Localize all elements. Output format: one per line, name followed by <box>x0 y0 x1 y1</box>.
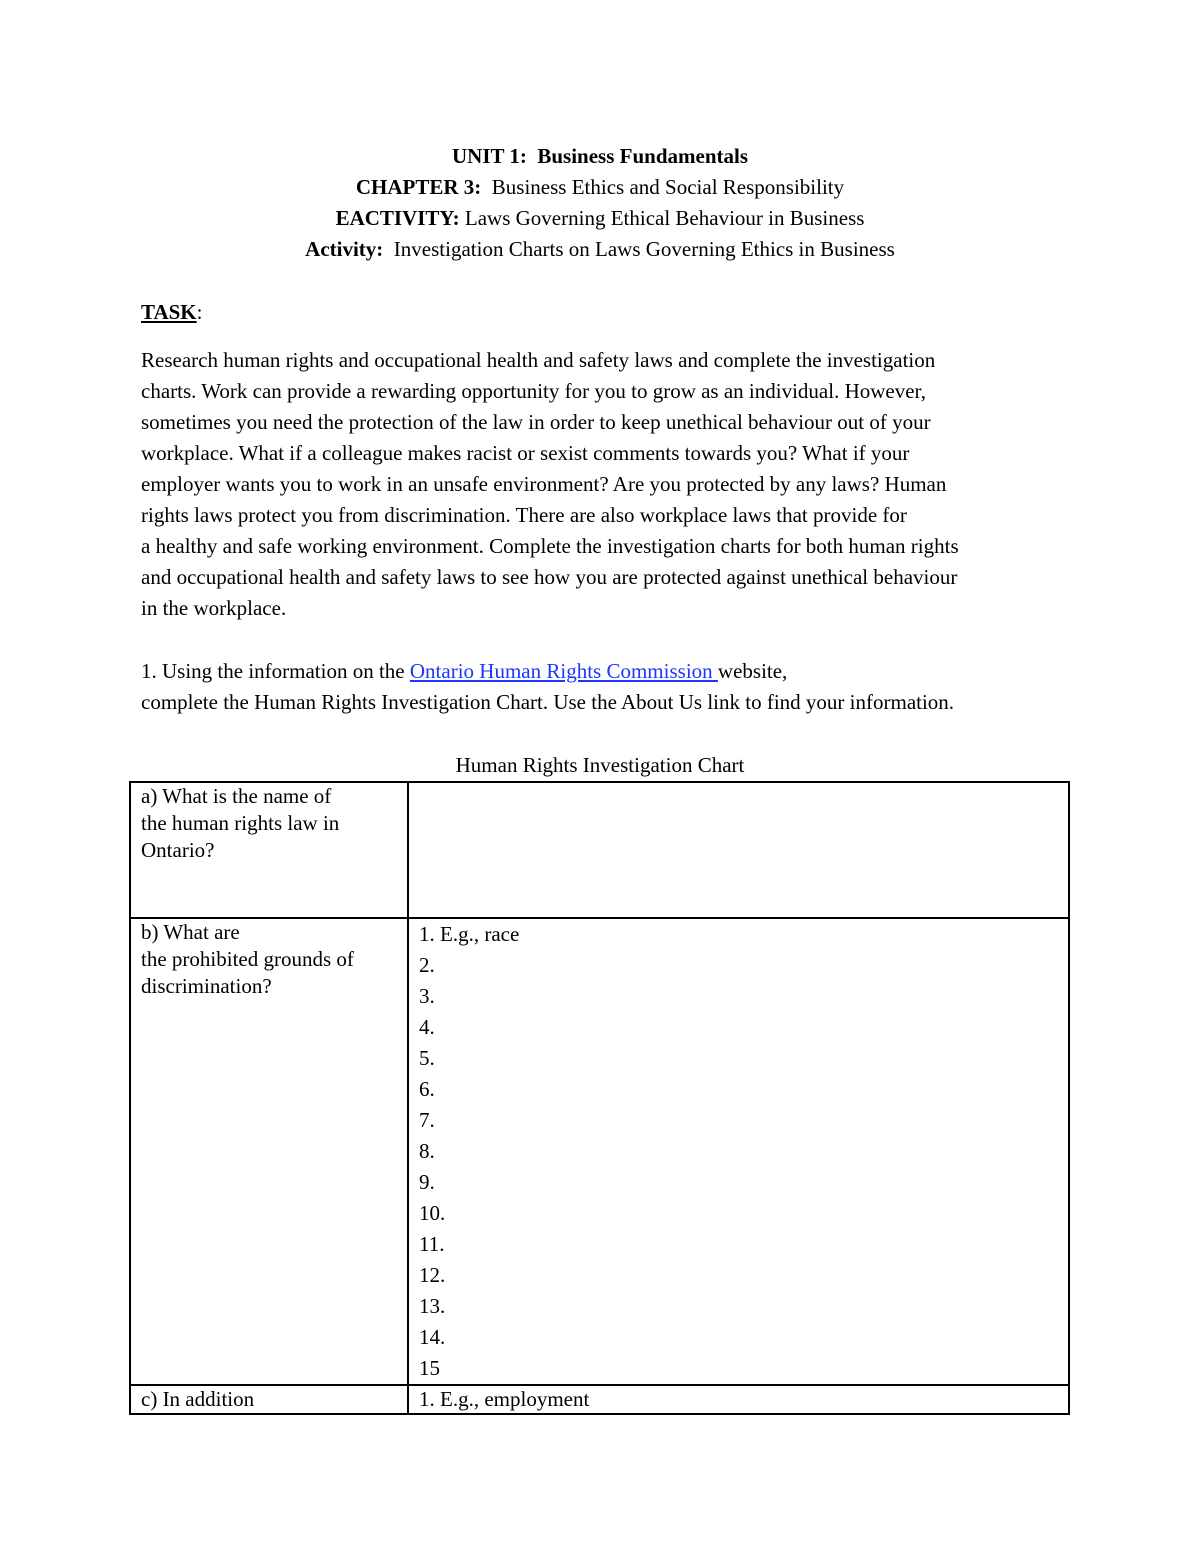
chapter-label: CHAPTER 3: <box>355 175 482 199</box>
answer-cell-b[interactable] <box>408 918 1069 1385</box>
list-item: 5. <box>419 1046 435 1070</box>
paragraph-line: workplace. What if a colleague makes racist or sexist comments towards you? What if your <box>141 441 910 465</box>
list-item: 2. <box>419 953 435 977</box>
activity-line <box>0 234 1200 265</box>
human-rights-investigation-chart <box>129 781 1070 1415</box>
list-item: 8. <box>419 1139 435 1163</box>
paragraph-line: charts. Work can provide a rewarding opportunity for you to grow as an individual. However, <box>141 379 926 403</box>
instruction-prefix: 1. Using the information on the <box>141 659 410 683</box>
question-line: a) What is the name of <box>141 784 332 808</box>
paragraph-line: Research human rights and occupational health and safety laws and complete the investigation <box>141 348 936 372</box>
list-item: 13. <box>419 1294 446 1318</box>
list-item: 7. <box>419 1108 435 1132</box>
eactivity-title: Laws Governing Ethical Behaviour in Business <box>464 206 865 230</box>
chapter-title: Business Ethics and Social Responsibility <box>491 175 845 199</box>
list-item: 12. <box>419 1263 446 1287</box>
answer-cell-a[interactable] <box>408 782 1069 918</box>
paragraph-line: and occupational health and safety laws to see how you are protected against unethical behaviour <box>141 565 958 589</box>
question-line: the prohibited grounds of <box>141 947 354 971</box>
task-paragraph <box>141 345 1071 624</box>
question-line: b) What are <box>141 920 240 944</box>
unit-label: UNIT 1: <box>451 144 527 168</box>
instruction-line-1 <box>141 656 1081 687</box>
ohrc-website-link[interactable]: Ontario Human Rights Commission <box>409 659 718 683</box>
eactivity-line <box>0 203 1200 234</box>
list-item: 1. E.g., race <box>419 922 520 946</box>
question-cell-a <box>130 782 408 918</box>
paragraph-line: employer wants you to work in an unsafe environment? Are you protected by any laws? Human <box>141 472 947 496</box>
answer-cell-c[interactable]: 1. E.g., employment <box>408 1385 1069 1414</box>
chart-title: Human Rights Investigation Chart <box>455 753 745 777</box>
table-row <box>130 782 1069 918</box>
question-cell-b <box>130 918 408 1385</box>
instruction-line-2: complete the Human Rights Investigation Chart. Use the About Us link to find your information. <box>141 690 955 714</box>
activity-label: Activity: <box>305 237 384 261</box>
list-item: 4. <box>419 1015 435 1039</box>
document-header <box>0 141 1200 265</box>
paragraph-line: a healthy and safe working environment. Complete the investigation charts for both human rights <box>141 534 959 558</box>
task-heading <box>141 297 202 328</box>
instruction-suffix: website, <box>717 659 788 683</box>
unit-title: Business Fundamentals <box>537 144 749 168</box>
question-line: discrimination? <box>141 974 272 998</box>
list-item: 3. <box>419 984 435 1008</box>
paragraph-line: rights laws protect you from discrimination. There are also workplace laws that provide for <box>141 503 907 527</box>
table-row <box>130 1385 1069 1414</box>
instruction-block <box>141 656 1081 718</box>
list-item: 15 <box>419 1356 440 1380</box>
question-line: the human rights law in <box>141 811 340 835</box>
unit-line <box>0 141 1200 172</box>
activity-title: Investigation Charts on Laws Governing Ethics in Business <box>393 237 895 261</box>
question-line: Ontario? <box>141 838 215 862</box>
list-item: 10. <box>419 1201 446 1225</box>
task-colon: : <box>196 300 203 324</box>
list-item: 6. <box>419 1077 435 1101</box>
paragraph-line: in the workplace. <box>141 596 287 620</box>
list-item: 11. <box>419 1232 445 1256</box>
question-cell-c: c) In addition <box>130 1385 408 1414</box>
eactivity-label: EACTIVITY: <box>335 206 460 230</box>
paragraph-line: sometimes you need the protection of the law in order to keep unethical behaviour out of your <box>141 410 931 434</box>
task-label: TASK <box>141 300 197 324</box>
list-item: 14. <box>419 1325 446 1349</box>
list-item: 9. <box>419 1170 435 1194</box>
chapter-line <box>0 172 1200 203</box>
table-row <box>130 918 1069 1385</box>
